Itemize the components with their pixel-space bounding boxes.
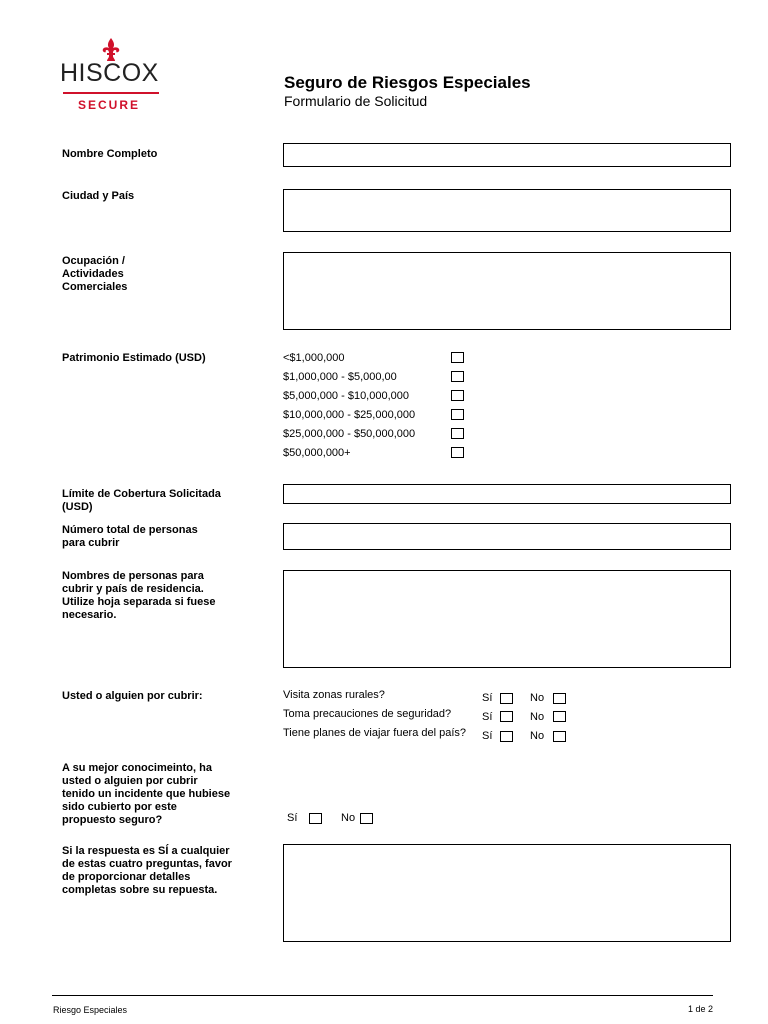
wealth-options <box>283 350 483 470</box>
form-subtitle: Formulario de Solicitud <box>284 93 428 109</box>
wealth-option-checkbox[interactable] <box>451 371 464 382</box>
wealth-option-checkbox[interactable] <box>451 447 464 458</box>
occupation-label: Ocupación / Actividades Comerciales <box>62 255 128 293</box>
yes-label: Sí <box>482 711 493 723</box>
no-label: No <box>530 692 545 704</box>
footer-divider <box>52 995 713 996</box>
incident-no-checkbox[interactable] <box>360 813 373 824</box>
wealth-option-label: $1,000,000 - $5,000,00 <box>283 371 397 383</box>
coverage-limit-label: Límite de Cobertura Solicitada (USD) <box>62 488 221 513</box>
full-name-label: Nombre Completo <box>62 148 158 160</box>
wealth-label: Patrimonio Estimado (USD) <box>62 352 206 364</box>
wealth-option-label: $50,000,000+ <box>283 447 351 459</box>
yes-label: Sí <box>482 730 493 742</box>
full-name-field[interactable] <box>283 143 731 167</box>
risk-questions <box>283 688 573 748</box>
form-title: Seguro de Riesgos Especiales <box>284 73 531 92</box>
yes-checkbox[interactable] <box>500 693 513 704</box>
no-label: No <box>530 730 545 742</box>
footer-left: Riesgo Especiales <box>53 1005 128 1015</box>
wealth-option-checkbox[interactable] <box>451 428 464 439</box>
wealth-option-checkbox[interactable] <box>451 409 464 420</box>
logo-brand: HISCOX <box>60 59 159 87</box>
coverage-limit-field[interactable] <box>283 484 731 504</box>
question-label: Toma precauciones de seguridad? <box>283 708 452 720</box>
num-persons-label: Número total de personas para cubrir <box>62 524 198 549</box>
incident-yes-label: Sí <box>287 812 298 824</box>
names-persons-field[interactable] <box>283 570 731 668</box>
you-or-someone-label: Usted o alguien por cubrir: <box>62 690 203 702</box>
occupation-field[interactable] <box>283 252 731 330</box>
num-persons-field[interactable] <box>283 523 731 550</box>
yes-label: Sí <box>482 692 493 704</box>
incident-label: A su mejor conocimeinto, ha usted o alguien por cubrir tenido un incidente que hubiese sido cubierto por este propuesto seguro? <box>62 762 231 826</box>
details-label: Si la respuesta es SÍ a cualquier de estas cuatro preguntas, favor de proporcionar detalles completas sobre su repuesta. <box>62 845 232 896</box>
yes-checkbox[interactable] <box>500 731 513 742</box>
incident-yes-checkbox[interactable] <box>309 813 322 824</box>
names-persons-label: Nombres de personas para cubrir y país de residencia. Utilize hoja separada si fuese necesario. <box>62 570 216 621</box>
no-checkbox[interactable] <box>553 731 566 742</box>
no-checkbox[interactable] <box>553 711 566 722</box>
city-country-field[interactable] <box>283 189 731 232</box>
no-checkbox[interactable] <box>553 693 566 704</box>
footer-page-number: 1 de 2 <box>688 1004 714 1014</box>
wealth-option-checkbox[interactable] <box>451 352 464 363</box>
incident-no-label: No <box>341 812 356 824</box>
wealth-option-label: $5,000,000 - $10,000,000 <box>283 390 410 402</box>
city-country-label: Ciudad y País <box>62 190 135 202</box>
logo-divider <box>63 92 159 94</box>
wealth-option-label: $10,000,000 - $25,000,000 <box>283 409 416 421</box>
question-label: Visita zonas rurales? <box>283 689 385 701</box>
question-label: Tiene planes de viajar fuera del país? <box>283 727 467 739</box>
wealth-option-label: $25,000,000 - $50,000,000 <box>283 428 416 440</box>
yes-checkbox[interactable] <box>500 711 513 722</box>
wealth-option-label: <$1,000,000 <box>283 352 345 364</box>
logo-tagline: SECURE <box>78 98 141 112</box>
wealth-option-checkbox[interactable] <box>451 390 464 401</box>
no-label: No <box>530 711 545 723</box>
hiscox-logo <box>60 38 162 116</box>
details-field[interactable] <box>283 844 731 942</box>
